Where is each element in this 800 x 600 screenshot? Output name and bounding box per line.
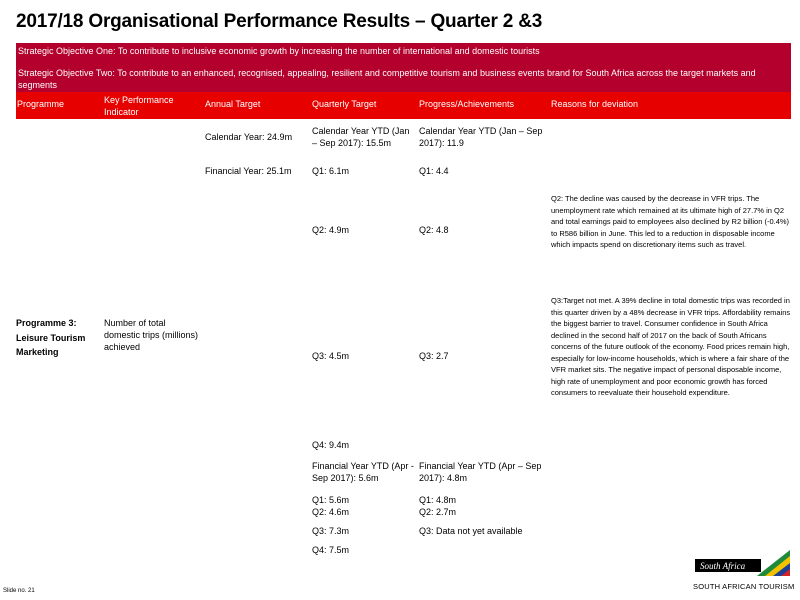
quarterly-fin-q1-q2: Q1: 5.6m Q2: 4.6m bbox=[312, 495, 350, 517]
progress-fin-q1-q2: Q1: 4.8m Q2: 2.7m bbox=[419, 495, 457, 517]
kpi-cell: Number of total domestic trips (millions) achieved bbox=[104, 318, 199, 352]
strategic-objective-two: Strategic Objective Two: To contribute to an enhanced, recognised, appealing, resilient and competitive tourism and business events brand for South Africa across the target markets and segments bbox=[18, 68, 756, 90]
objectives-band bbox=[16, 43, 791, 92]
logo-text: SOUTH AFRICAN TOURISM bbox=[693, 582, 795, 591]
progress-q3: Q3: 2.7 bbox=[419, 351, 449, 361]
table-header bbox=[16, 92, 791, 119]
quarterly-q2: Q2: 4.9m bbox=[312, 225, 350, 235]
header-programme: Programme bbox=[17, 99, 65, 109]
header-reasons: Reasons for deviation bbox=[551, 99, 639, 109]
quarterly-q1: Q1: 6.1m bbox=[312, 166, 350, 176]
south-african-tourism-logo bbox=[693, 550, 795, 594]
progress-q2: Q2: 4.8 bbox=[419, 225, 449, 235]
annual-target-financial: Financial Year: 25.1m bbox=[205, 166, 292, 176]
page-title: 2017/18 Organisational Performance Results – Quarter 2 &3 bbox=[16, 11, 543, 32]
quarterly-fin-q3: Q3: 7.3m bbox=[312, 526, 350, 536]
progress-fin-q3: Q3: Data not yet available bbox=[419, 526, 523, 536]
quarterly-fin-ytd: Financial Year YTD (Apr - Sep 2017): 5.6m bbox=[312, 461, 414, 483]
header-kpi: Key Performance Indicator bbox=[104, 95, 174, 117]
slide-number: Slide no. 21 bbox=[3, 588, 35, 594]
strategic-objective-one: Strategic Objective One: To contribute to inclusive economic growth by increasing the number of international and domestic tourists bbox=[18, 46, 540, 56]
header-quarterly-target: Quarterly Target bbox=[312, 99, 377, 109]
header-annual-target: Annual Target bbox=[205, 99, 261, 109]
header-progress: Progress/Achievements bbox=[419, 99, 515, 109]
progress-q1: Q1: 4.4 bbox=[419, 166, 449, 176]
quarterly-cal-ytd: Calendar Year YTD (Jan – Sep 2017): 15.5m bbox=[312, 126, 410, 148]
quarterly-fin-q4: Q4: 7.5m bbox=[312, 545, 350, 555]
progress-fin-ytd: Financial Year YTD (Apr – Sep 2017): 4.8m bbox=[419, 461, 542, 483]
programme-cell: Programme 3: Leisure Tourism Marketing bbox=[16, 318, 86, 357]
quarterly-q3: Q3: 4.5m bbox=[312, 351, 350, 361]
reason-q3: Q3:Target not met. A 39% decline in total domestic trips was recorded in this quarter driven by a 48% decrease in VFR trips. Affordability remains the biggest barrier to travel. Consumer confidence in South Africa declined in the second half of 2017 on the back of South Africans concerns of the future outlook of the economy. Food prices remain high, especially for low-income households, which is where a fair share of the VFR market sits. The negative impact of personal disposable income, high rate of unemployment and poor economic growth has forced consumers to reevaluate their household expenditure. bbox=[551, 296, 791, 397]
annual-target-calendar: Calendar Year: 24.9m bbox=[205, 132, 293, 142]
progress-cal-ytd: Calendar Year YTD (Jan – Sep 2017): 11.9 bbox=[419, 126, 543, 148]
reason-q2: Q2: The decline was caused by the decrease in VFR trips. The unemployment rate which remained at its ultimate high of 27.7% in Q2 and total earnings paid to employees also declined by R2 billion (-0.4%) to R586 billion in June. This led to a reduction in disposable income which impacts spend on discretionary items such as travel. bbox=[551, 194, 790, 249]
flag-logo-icon bbox=[693, 550, 790, 576]
quarterly-q4: Q4: 9.4m bbox=[312, 440, 350, 450]
svg-text:South Africa: South Africa bbox=[700, 561, 746, 571]
